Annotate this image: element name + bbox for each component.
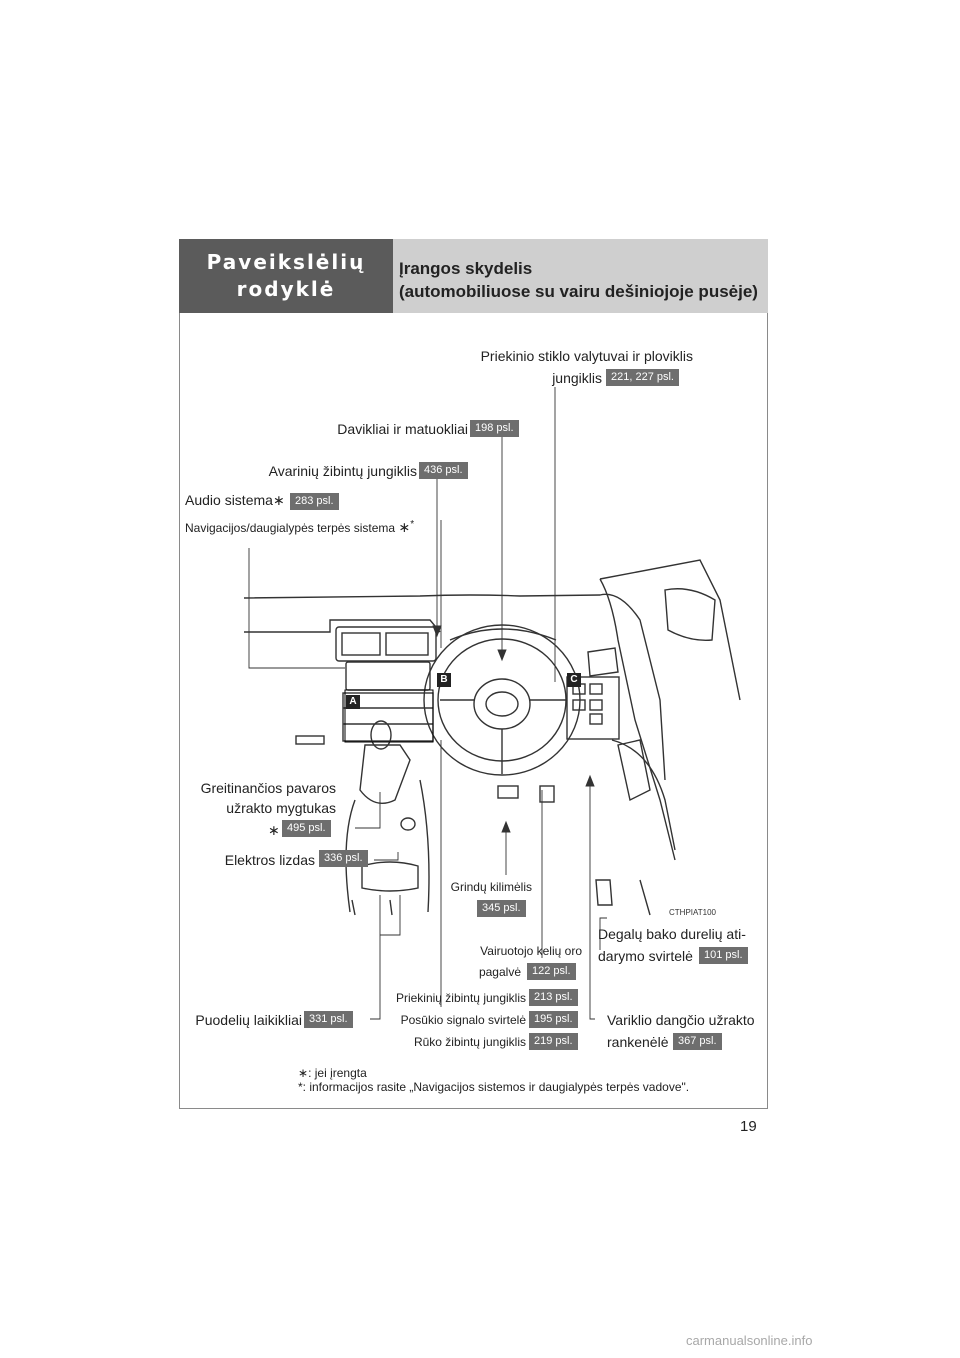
section-title-line1: Paveikslėlių — [206, 250, 366, 274]
hazard-label: Avarinių žibintų jungiklis — [268, 463, 417, 479]
footnote-2 — [298, 1080, 689, 1094]
page-number: 19 — [740, 1118, 757, 1135]
wiper-label-line1: Priekinio stiklo valytuvai ir ploviklis — [480, 348, 693, 364]
knee-airbag-page-badge: 122 psl. — [527, 963, 576, 980]
fog-light-label: Rūko žibintų jungiklis — [413, 1035, 526, 1049]
watermark: carmanualsonline.info — [686, 1333, 813, 1348]
callout-tag-b: B — [437, 673, 451, 687]
fuel-door-page-badge: 101 psl. — [699, 947, 748, 964]
gauges-label: Davikliai ir matuokliai — [337, 421, 468, 437]
callout-tag-c: C — [567, 673, 581, 687]
hood-page-badge: 367 psl. — [673, 1033, 722, 1050]
asterisk-icon: * — [410, 519, 415, 530]
audio-page-badge: 283 psl. — [290, 493, 339, 510]
turn-signal-label: Posūkio signalo svirtelė — [400, 1013, 526, 1027]
shift-lock-page-badge: 495 psl. — [282, 820, 331, 837]
fuel-door-label-line1: Degalų bako durelių ati- — [598, 926, 746, 942]
knee-airbag-label-line1: Vairuotojo kelių oro — [480, 944, 582, 958]
image-code: CTHPIAT100 — [669, 908, 716, 917]
cup-holders-label: Puodelių laikikliai — [195, 1012, 302, 1028]
shift-lock-label-line2: užrakto mygtukas — [226, 800, 336, 816]
wiper-label-line2: jungiklis — [552, 370, 602, 386]
floor-mat-label: Grindų kilimėlis — [450, 880, 532, 894]
footnote-1-text: : jei įrengta — [308, 1066, 367, 1080]
audio-label-text: Audio sistema — [185, 492, 273, 508]
hazard-page-badge: 436 psl. — [419, 462, 468, 479]
section-title-line2: rodyklė — [236, 277, 336, 301]
navigation-label-text: Navigacijos/daugialypės terpės sistema — [185, 521, 396, 535]
turn-signal-page-badge: 195 psl. — [529, 1011, 578, 1028]
hood-label-line1: Variklio dangčio užrakto — [607, 1012, 755, 1028]
asterisk-icon: * — [298, 1080, 303, 1094]
subtitle-line1: Įrangos skydelis — [399, 259, 533, 278]
callout-tag-a: A — [346, 695, 360, 709]
fuel-door-label-line2: darymo svirtelė — [598, 948, 693, 964]
knee-airbag-label-line2: pagalvė — [478, 965, 521, 979]
power-outlet-page-badge: 336 psl. — [319, 850, 368, 867]
headlight-switch-label: Priekinių žibintų jungiklis — [395, 991, 526, 1005]
headlight-page-badge: 213 psl. — [529, 989, 578, 1006]
navigation-label — [185, 516, 414, 537]
asterisk-icon: ∗ — [298, 1066, 309, 1080]
wiper-page-badge: 221, 227 psl. — [606, 369, 679, 386]
asterisk-icon: ∗ — [398, 519, 411, 535]
shift-lock-label-line1: Greitinančios pavaros — [200, 780, 336, 796]
subtitle-line2: (automobiliuose su vairu dešiniojoje pusėje) — [399, 282, 758, 301]
floor-mat-page-badge: 345 psl. — [477, 900, 526, 917]
audio-label — [185, 492, 285, 509]
asterisk-icon: ∗ — [268, 822, 280, 838]
hood-label-line2: rankenėlė — [607, 1034, 669, 1050]
cup-holders-page-badge: 331 psl. — [304, 1011, 353, 1028]
asterisk-icon: ∗ — [272, 492, 285, 508]
fog-light-page-badge: 219 psl. — [529, 1033, 578, 1050]
footnote-1 — [298, 1066, 367, 1080]
gauges-page-badge: 198 psl. — [470, 420, 519, 437]
power-outlet-label: Elektros lizdas — [224, 852, 315, 868]
footnote-2-text: : informacijos rasite „Navigacijos sistemos ir daugialypės terpės vadove". — [302, 1080, 690, 1094]
